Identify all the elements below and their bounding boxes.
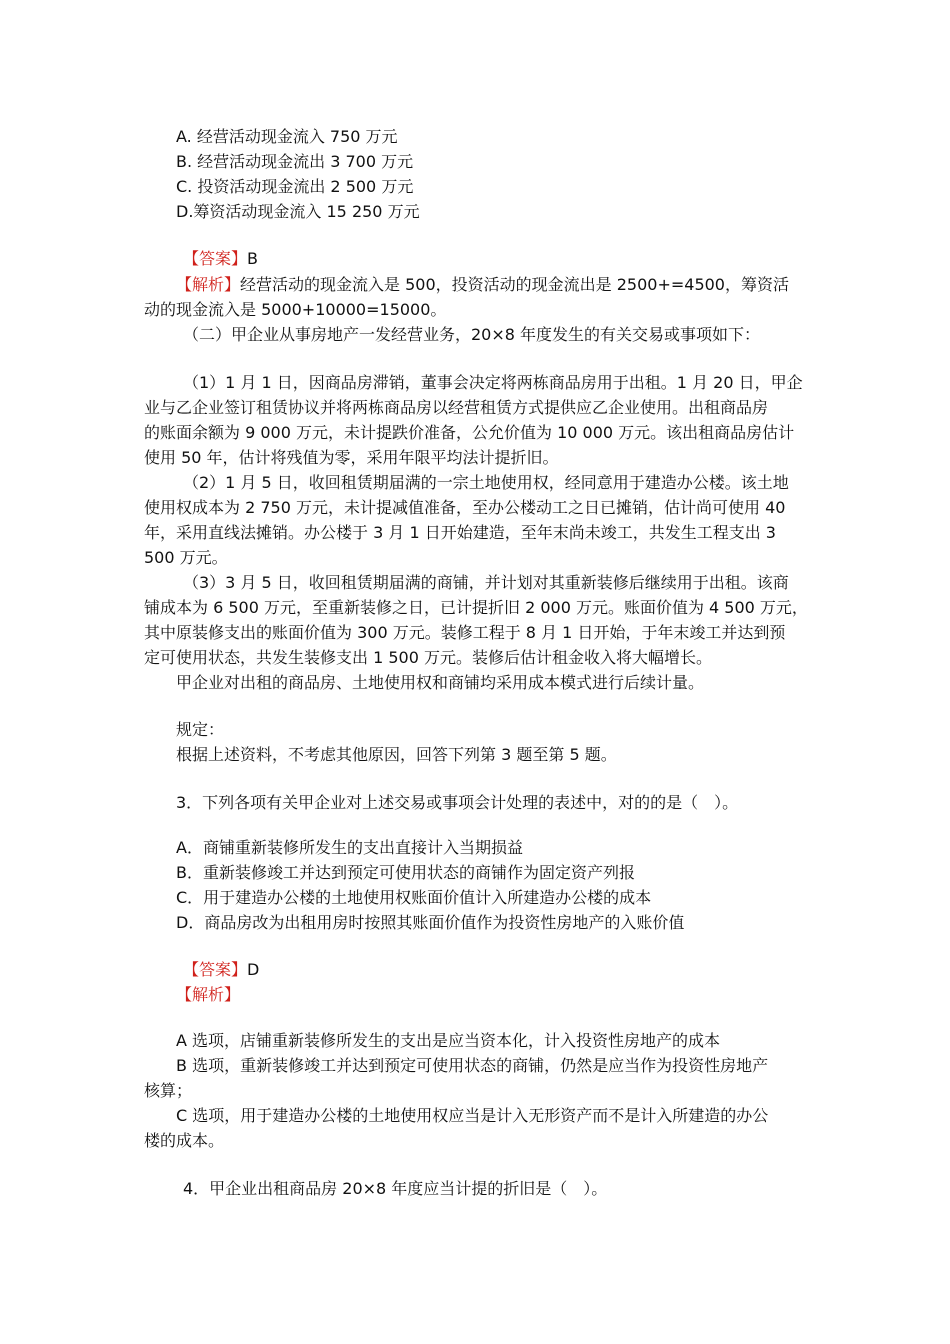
case-paragraph-line: 定可使用状态，共发生装修支出 1 500 万元。装修后估计租金收入将大幅增长。 <box>144 648 712 667</box>
q3-analysis-text: 核算； <box>144 1081 193 1100</box>
case-paragraph-line: 甲企业对出租的商品房、土地使用权和商铺均采用成本模式进行后续计量。 <box>176 673 705 692</box>
case-paragraph-line: （3）3 月 5 日，收回租赁期届满的商铺，并计划对其重新装修后继续用于出租。该商 <box>183 573 789 592</box>
case-paragraph-line: 其中原装修支出的账面价值为 300 万元。装修工程于 8 月 1 日开始，于年末竣工并达到预 <box>144 623 786 642</box>
option-a: A. 经营活动现金流入 750 万元 <box>176 127 398 146</box>
answer-tag: 【答案】 <box>183 249 248 268</box>
q3-answer-value: D <box>247 960 260 979</box>
case-paragraph-line: （2）1 月 5 日，收回租赁期届满的一宗土地使用权，经同意用于建造办公楼。该土地 <box>183 473 789 492</box>
analysis-text-1: 经营活动的现金流入是 500，投资活动的现金流出是 2500+=4500，筹资活 <box>240 275 789 294</box>
analysis-line-1 <box>176 272 789 297</box>
q3-option-c: C．用于建造办公楼的土地使用权账面价值计入所建造办公楼的成本 <box>176 888 652 907</box>
rule-text: 根据上述资料，不考虑其他原因，回答下列第 3 题至第 5 题。 <box>176 745 617 764</box>
q3-analysis-line <box>176 982 240 1007</box>
question-4-stem: 4．甲企业出租商品房 20×8 年度应当计提的折旧是（ ）。 <box>183 1179 608 1198</box>
q3-option-b: B．重新装修竣工并达到预定可使用状态的商铺作为固定资产列报 <box>176 863 635 882</box>
q3-analysis-text: 楼的成本。 <box>144 1131 225 1150</box>
q3-analysis-tag: 【解析】 <box>176 985 241 1004</box>
q3-analysis-text: A 选项，店铺重新装修所发生的支出是应当资本化，计入投资性房地产的成本 <box>176 1031 721 1050</box>
case-paragraph-line: 使用权成本为 2 750 万元，未计提减值准备，至办公楼动工之日已摊销，估计尚可使用 40 <box>144 498 786 517</box>
case-paragraph-line: 的账面余额为 9 000 万元，未计提跌价准备，公允价值为 10 000 万元。该出租商品房估计 <box>144 423 795 442</box>
question-3-stem: 3．下列各项有关甲企业对上述交易或事项会计处理的表述中，对的的是（ ）。 <box>176 793 739 812</box>
answer-line <box>183 246 258 271</box>
case-paragraph-line: 使用 50 年，估计将残值为零，采用年限平均法计提折旧。 <box>144 448 559 467</box>
q3-analysis-text: B 选项，重新装修竣工并达到预定可使用状态的商铺，仍然是应当作为投资性房地产 <box>176 1056 769 1075</box>
case-paragraph-line: 业与乙企业签订租赁协议并将两栋商品房以经营租赁方式提供应乙企业使用。出租商品房 <box>144 398 769 417</box>
case-intro: （二）甲企业从事房地产一发经营业务，20×8 年度发生的有关交易或事项如下： <box>183 325 761 344</box>
case-paragraph-line: 铺成本为 6 500 万元，至重新装修之日，已计提折旧 2 000 万元。账面价值为 4 500 万元， <box>144 598 808 617</box>
answer-value: B <box>247 249 258 268</box>
analysis-tag: 【解析】 <box>176 275 241 294</box>
option-c: C. 投资活动现金流出 2 500 万元 <box>176 177 414 196</box>
q3-analysis-text: C 选项，用于建造办公楼的土地使用权应当是计入无形资产而不是计入所建造的办公 <box>176 1106 769 1125</box>
analysis-line-2: 动的现金流入是 5000+10000=15000。 <box>144 300 447 319</box>
q3-answer-line <box>183 957 259 982</box>
q3-option-a: A．商铺重新装修所发生的支出直接计入当期损益 <box>176 838 523 857</box>
case-paragraph-line: 年，采用直线法摊销。办公楼于 3 月 1 日开始建造，至年末尚未竣工，共发生工程支出 3 <box>144 523 776 542</box>
case-paragraph-line: （1）1 月 1 日，因商品房滞销，董事会决定将两栋商品房用于出租。1 月 20 日，甲企 <box>183 373 803 392</box>
option-d: D.筹资活动现金流入 15 250 万元 <box>176 202 420 221</box>
case-paragraph-line: 500 万元。 <box>144 548 228 567</box>
q3-option-d: D．商品房改为出租用房时按照其账面价值作为投资性房地产的入账价值 <box>176 913 685 932</box>
q3-answer-tag: 【答案】 <box>183 960 248 979</box>
option-b: B. 经营活动现金流出 3 700 万元 <box>176 152 414 171</box>
rule-label: 规定： <box>176 720 225 739</box>
